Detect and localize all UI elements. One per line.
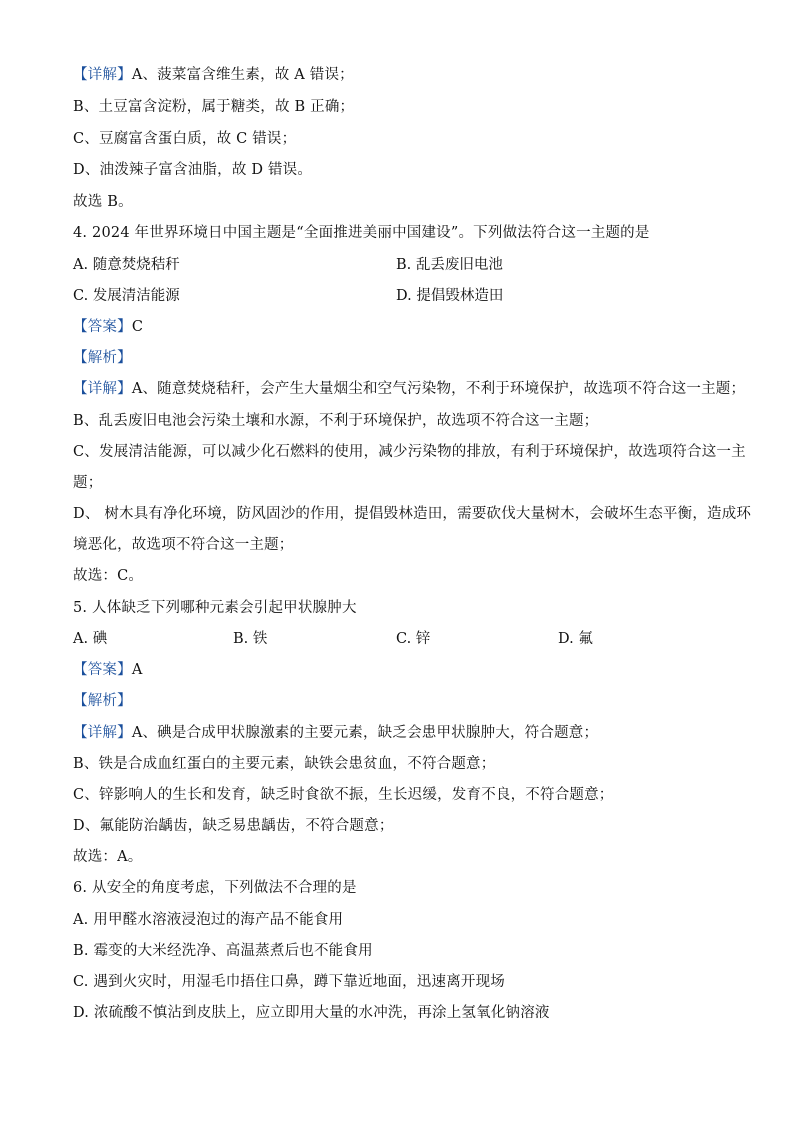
q5-answer-value: A (131, 662, 143, 678)
q6-option-b: B. 霉变的大米经洗净、高温蒸煮后也不能食用 (73, 943, 373, 959)
q4-option-a: A. 随意焚烧秸秆 (73, 257, 180, 273)
q6-question: 6. 从安全的角度考虑，下列做法不合理的是 (73, 880, 357, 896)
q4-analysis-tag: 【解析】 (73, 350, 132, 366)
q4-detail-line-d2: 境恶化，故选项不符合这一主题； (73, 537, 294, 553)
q6-option-c: C. 遇到火灾时，用湿毛巾捂住口鼻，蹲下靠近地面，迅速离开现场 (73, 974, 505, 990)
q5-option-a: A. 碘 (73, 631, 108, 647)
q4-detail-line-b: B、乱丢废旧电池会污染土壤和水源，不利于环境保护，故选项不符合这一主题； (73, 413, 599, 429)
q4-conclusion: 故选：C。 (73, 568, 144, 584)
q5-detail-line-a: 【详解】A、碘是合成甲状腺激素的主要元素，缺乏会患甲状腺肿大，符合题意； (73, 725, 599, 741)
q4-detail-line-d1: D、 树木具有净化环境，防风固沙的作用，提倡毁林造田，需要砍伐大量树木，会破坏生态平衡，造成环 (73, 506, 752, 522)
q5-detail-line-c: C、锌影响人的生长和发育，缺乏时食欲不振，生长迟缓，发育不良，不符合题意； (73, 787, 614, 803)
q5-answer-tag: 【答案】 (73, 662, 132, 678)
q6-option-a: A. 用甲醛水溶液浸泡过的海产品不能食用 (73, 912, 344, 928)
q5-option-c: C. 锌 (396, 631, 431, 647)
q5-option-d: D. 氟 (558, 631, 593, 647)
q3-detail-line-a: 【详解】A、菠菜富含维生素，故 A 错误； (73, 67, 354, 83)
q5-option-b: B. 铁 (233, 631, 268, 647)
q5-detail-line-d: D、氟能防治龋齿，缺乏易患龋齿，不符合题意； (73, 818, 394, 834)
q4-detail-line-c1: C、发展清洁能源，可以减少化石燃料的使用，减少污染物的排放，有利于环境保护，故选项符合这一主 (73, 444, 746, 460)
q5-conclusion: 故选：A。 (73, 849, 143, 865)
q4-detail-line-c2: 题； (73, 475, 103, 491)
q5-detail-line-b: B、铁是合成血红蛋白的主要元素，缺铁会患贫血，不符合题意； (73, 756, 496, 772)
q4-option-d: D. 提倡毁林造田 (396, 288, 504, 304)
q5-detail-tag: 【详解】 (73, 725, 132, 741)
q4-answer (73, 317, 733, 337)
q5-answer (73, 660, 733, 680)
q5-analysis-tag: 【解析】 (73, 693, 132, 709)
q4-option-b: B. 乱丢废旧电池 (396, 257, 503, 273)
q4-detail-line-a: 【详解】A、随意焚烧秸秆，会产生大量烟尘和空气污染物，不利于环境保护，故选项不符合这一主题； (73, 381, 746, 397)
q4-question: 4. 2024 年世界环境日中国主题是“全面推进美丽中国建设”。下列做法符合这一主题的是 (73, 225, 650, 241)
q3-detail-line-d: D、油泼辣子富含油脂，故 D 错误。 (73, 162, 313, 178)
q3-detail-line-c: C、豆腐富含蛋白质，故 C 错误； (73, 131, 297, 147)
q4-detail-tag: 【详解】 (73, 381, 132, 397)
q4-answer-value: C (131, 319, 144, 335)
q5-question: 5. 人体缺乏下列哪种元素会引起甲状腺肿大 (73, 600, 357, 616)
q3-detail-line-b: B、土豆富含淀粉，属于糖类，故 B 正确； (73, 99, 355, 115)
q4-option-c: C. 发展清洁能源 (73, 288, 180, 304)
q6-option-d: D. 浓硫酸不慎沾到皮肤上，应立即用大量的水冲洗，再涂上氢氧化钠溶液 (73, 1005, 550, 1021)
q3-detail-tag: 【详解】 (73, 67, 132, 83)
q3-conclusion: 故选 B。 (73, 194, 133, 210)
q4-answer-tag: 【答案】 (73, 319, 132, 335)
